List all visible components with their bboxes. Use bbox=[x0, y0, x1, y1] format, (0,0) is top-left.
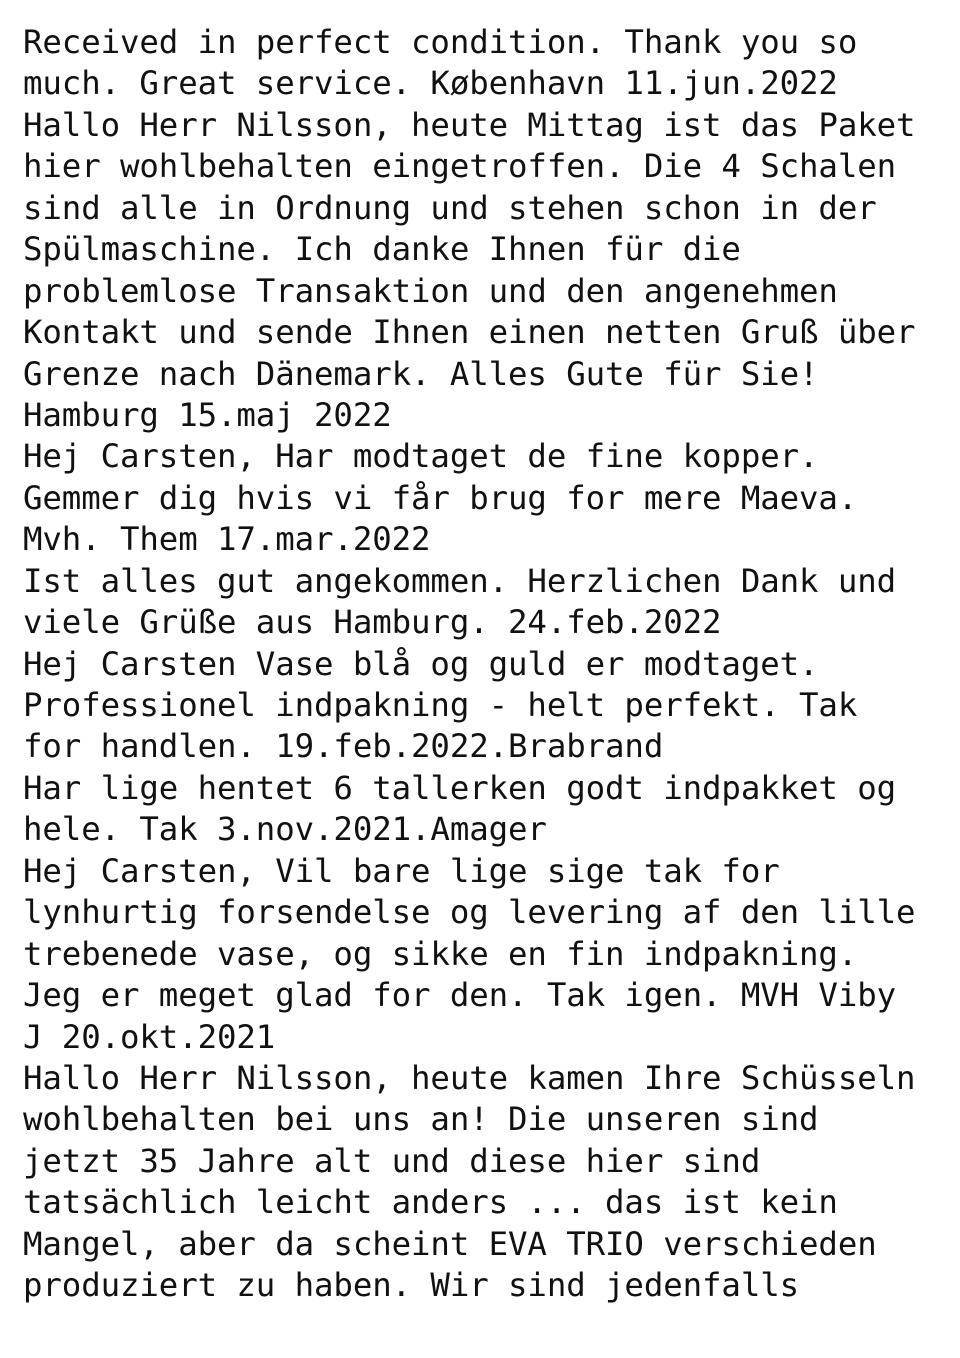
text-line: Grenze nach Dänemark. Alles Gute für Sie! bbox=[23, 354, 819, 393]
text-line: tatsächlich leicht anders ... das ist kein bbox=[23, 1183, 838, 1222]
text-line: for handlen. 19.feb.2022.Brabrand bbox=[23, 727, 664, 766]
text-line: Har lige hentet 6 tallerken godt indpakket og bbox=[23, 768, 897, 807]
testimonials-document bbox=[23, 22, 953, 1307]
text-line: jetzt 35 Jahre alt und diese hier sind bbox=[23, 1141, 761, 1180]
text-line: Ist alles gut angekommen. Herzlichen Dank und bbox=[23, 561, 897, 600]
text-line: Mvh. Them 17.mar.2022 bbox=[23, 520, 431, 559]
text-line: much. Great service. København 11.jun.2022 bbox=[23, 64, 838, 103]
text-line: produziert zu haben. Wir sind jedenfalls bbox=[23, 1266, 800, 1305]
text-line: Hej Carsten, Vil bare lige sige tak for bbox=[23, 851, 780, 890]
text-line: Spülmaschine. Ich danke Ihnen für die bbox=[23, 230, 741, 269]
text-line: lynhurtig forsendelse og levering af den lille bbox=[23, 893, 916, 932]
text-line: problemlose Transaktion und den angenehmen bbox=[23, 271, 838, 310]
text-line: wohlbehalten bei uns an! Die unseren sind bbox=[23, 1100, 819, 1139]
text-line: J 20.okt.2021 bbox=[23, 1017, 276, 1056]
text-line: Kontakt und sende Ihnen einen netten Gruß über bbox=[23, 313, 916, 352]
text-line: Jeg er meget glad for den. Tak igen. MVH Viby bbox=[23, 976, 897, 1015]
text-line: trebenede vase, og sikke en fin indpakning. bbox=[23, 934, 858, 973]
text-line: Hallo Herr Nilsson, heute Mittag ist das Paket bbox=[23, 105, 916, 144]
text-line: hier wohlbehalten eingetroffen. Die 4 Schalen bbox=[23, 147, 897, 186]
text-line: Received in perfect condition. Thank you so bbox=[23, 23, 858, 61]
text-line: Hallo Herr Nilsson, heute kamen Ihre Schüsseln bbox=[23, 1058, 916, 1097]
text-line: Professionel indpakning - helt perfekt. Tak bbox=[23, 686, 858, 724]
text-line: Mangel, aber da scheint EVA TRIO verschieden bbox=[23, 1224, 877, 1263]
text-line: viele Grüße aus Hamburg. 24.feb.2022 bbox=[23, 603, 722, 642]
text-line: Gemmer dig hvis vi får brug for mere Maeva. bbox=[23, 478, 858, 517]
text-line: Hamburg 15.maj 2022 bbox=[23, 395, 392, 434]
text-line: hele. Tak 3.nov.2021.Amager bbox=[23, 810, 547, 849]
text-line: Hej Carsten Vase blå og guld er modtaget. bbox=[23, 644, 819, 683]
text-line: sind alle in Ordnung und stehen schon in der bbox=[23, 188, 877, 227]
text-line: Hej Carsten, Har modtaget de fine kopper. bbox=[23, 437, 819, 476]
